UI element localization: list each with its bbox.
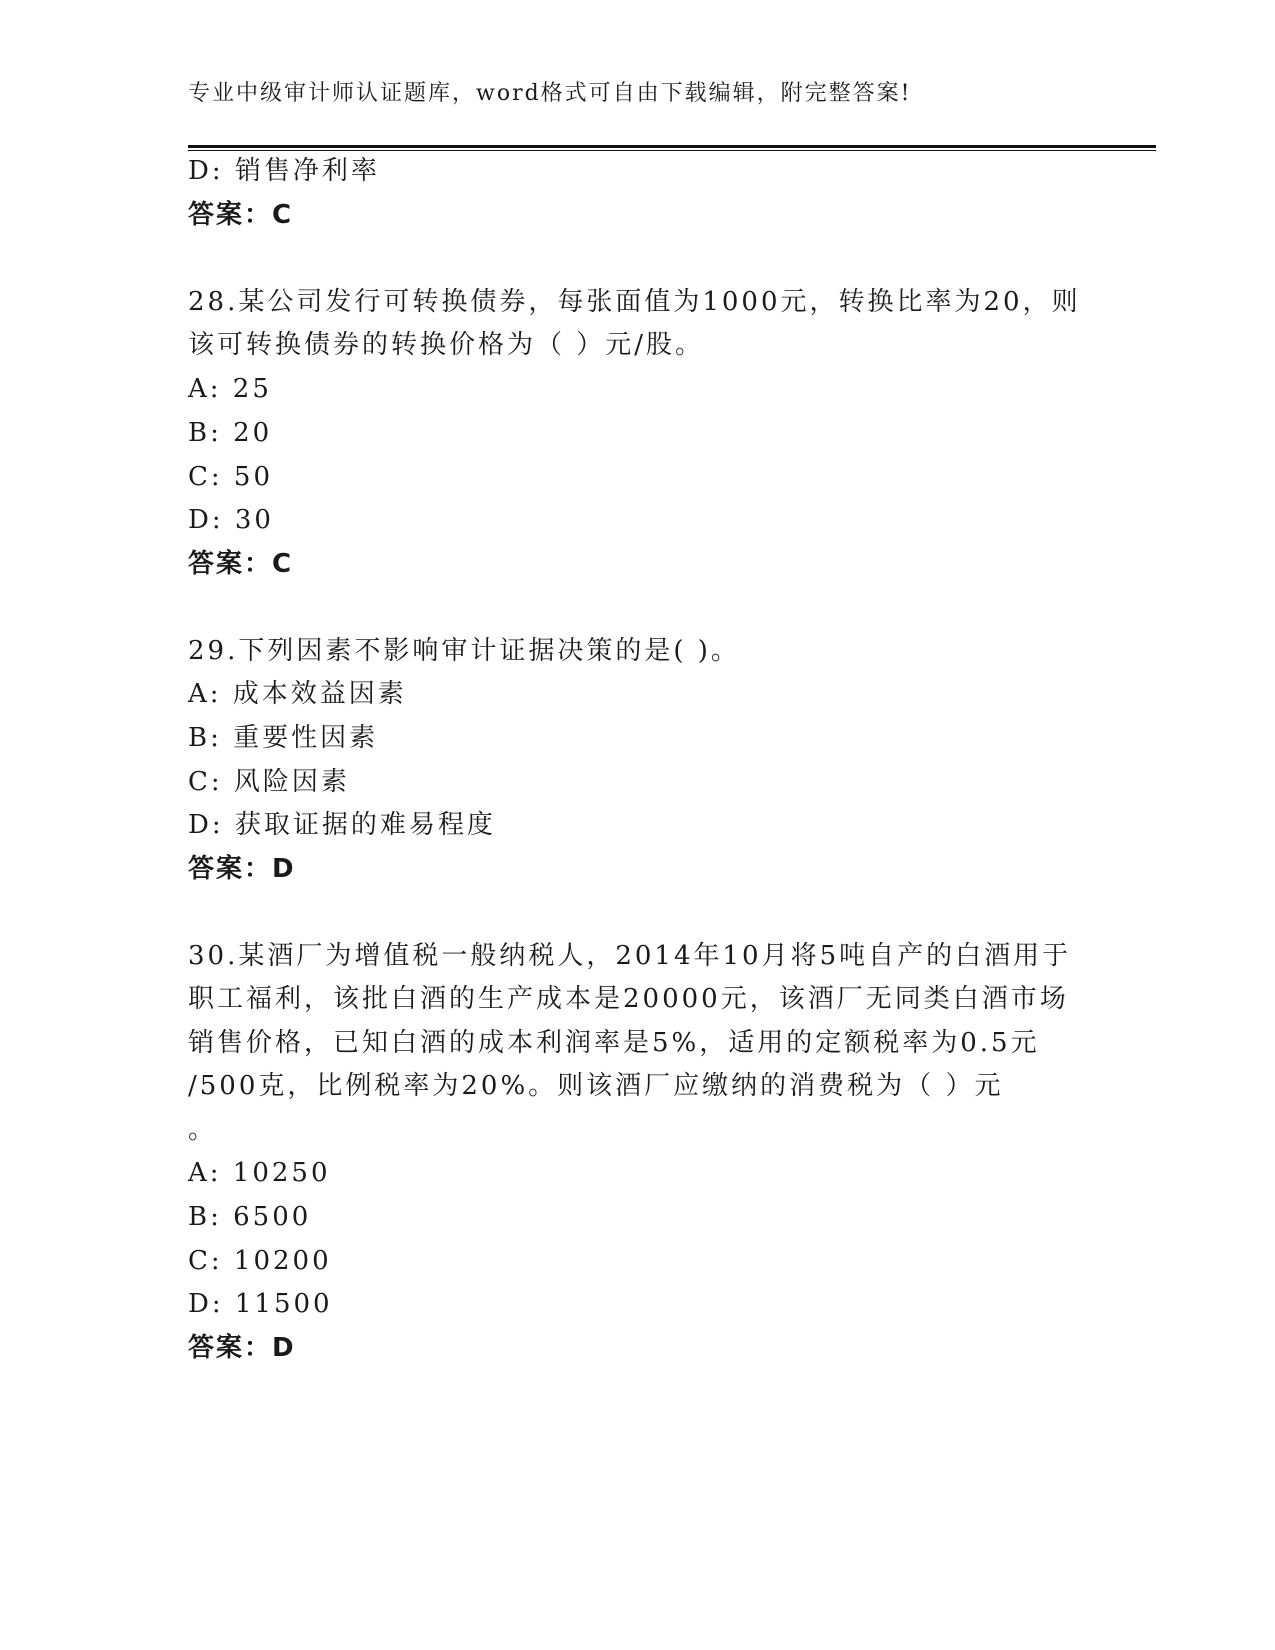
q27-option-d: D: 销售净利率 [188,156,380,186]
q30-option-b: B: 6500 [188,1202,312,1232]
q28-stem-line-2: 该可转换债券的转换价格为（ ）元/股。 [188,330,705,360]
q28-answer: 答案：C [188,549,294,579]
q29-option-c: C: 风险因素 [188,767,350,797]
q28-option-c: C: 50 [188,462,274,492]
q30-option-d: D: 11500 [188,1289,333,1319]
q30-option-c: C: 10200 [188,1246,332,1276]
header-divider [188,145,1156,151]
q29-option-a: A: 成本效益因素 [188,679,407,709]
q30-stem-line-5: 。 [188,1115,218,1145]
page-header: 专业中级审计师认证题库，word格式可自由下载编辑，附完整答案! [188,81,912,106]
q30-stem-line-1: 30.某酒厂为增值税一般纳税人，2014年10月将5吨自产的白酒用于 [188,941,1072,971]
q30-stem-line-2: 职工福利，该批白酒的生产成本是20000元，该酒厂无同类白酒市场 [188,984,1069,1014]
q29-stem-line-1: 29.下列因素不影响审计证据决策的是( )。 [188,636,740,666]
header-divider-thick [188,145,1156,148]
q30-stem-line-3: 销售价格，已知白酒的成本利润率是5%，适用的定额税率为0.5元 [188,1028,1040,1058]
q28-option-a: A: 25 [188,374,272,404]
q29-option-d: D: 获取证据的难易程度 [188,810,496,840]
q30-answer: 答案：D [188,1333,296,1363]
q30-option-a: A: 10250 [188,1158,331,1188]
q30-stem-line-4: /500克，比例税率为20%。则该酒厂应缴纳的消费税为（ ）元 [188,1071,1004,1101]
header-divider-thin [188,150,1156,151]
q28-stem-line-1: 28.某公司发行可转换债券，每张面值为1000元，转换比率为20，则 [188,287,1081,317]
q28-option-d: D: 30 [188,505,274,535]
q28-option-b: B: 20 [188,418,273,448]
q29-option-b: B: 重要性因素 [188,723,379,753]
q27-answer: 答案：C [188,200,294,230]
q29-answer: 答案：D [188,854,296,884]
